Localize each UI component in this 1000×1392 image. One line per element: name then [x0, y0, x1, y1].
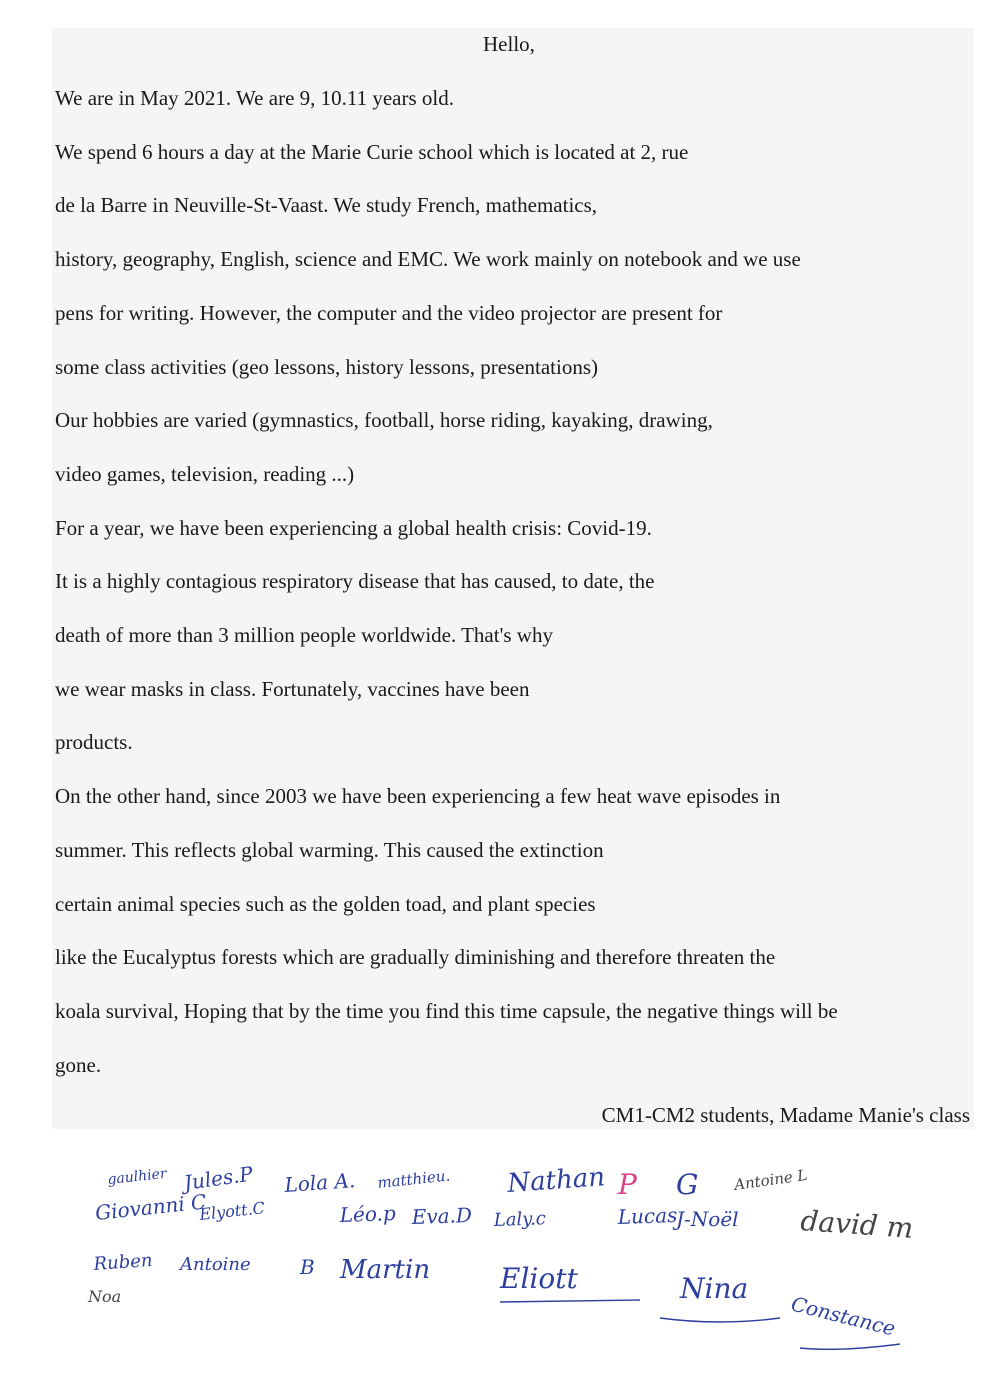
handwritten-name: Eva.D [411, 1202, 473, 1229]
handwritten-name: Lucas [617, 1202, 678, 1229]
handwritten-name: david m [799, 1204, 915, 1245]
letter-line: we wear masks in class. Fortunately, vaccines have been [55, 676, 530, 701]
handwritten-signatures [0, 1140, 1000, 1380]
handwritten-name: Laly.c [493, 1208, 547, 1231]
letter-line: It is a highly contagious respiratory disease that has caused, to date, the [55, 569, 655, 594]
handwritten-name: matthieu. [376, 1166, 452, 1192]
signature-underline [800, 1344, 900, 1349]
handwritten-name: Lola A. [283, 1168, 356, 1197]
letter-line: summer. This reflects global warming. This caused the extinction [55, 837, 604, 862]
letter-line: gone. [55, 1052, 102, 1077]
handwritten-name: Ruben [92, 1249, 154, 1275]
handwritten-name: Antoine [180, 1254, 251, 1275]
handwritten-name: Elyott.C [198, 1198, 266, 1224]
letter-line: pens for writing. However, the computer and the video projector are present for [55, 300, 723, 325]
letter-line: Our hobbies are varied (gymnastics, football, horse riding, kayaking, drawing, [55, 408, 713, 433]
letter-line: video games, television, reading ...) [55, 461, 355, 486]
handwritten-name: Martin [340, 1255, 431, 1285]
handwritten-name: Nina [680, 1272, 749, 1305]
letter-line: certain animal species such as the golden toad, and plant species [55, 891, 596, 916]
handwritten-name: Nathan [506, 1162, 606, 1199]
handwritten-name: Antoine L [733, 1165, 809, 1194]
letter-line: We spend 6 hours a day at the Marie Curie school which is located at 2, rue [55, 139, 689, 164]
handwritten-name: Eliott [500, 1262, 578, 1295]
letter-line: We are in May 2021. We are 9, 10.11 years old. [55, 86, 454, 110]
letter-signature: CM1-CM2 students, Madame Manie's class [601, 1103, 970, 1127]
handwritten-name: G [676, 1168, 699, 1201]
handwritten-name: Constance [788, 1291, 898, 1341]
letter-line: koala survival, Hoping that by the time you find this time capsule, the negative things will be [55, 998, 838, 1023]
letter-line: like the Eucalyptus forests which are gradually diminishing and therefore threaten the [55, 945, 776, 970]
handwritten-name: P [618, 1168, 637, 1201]
letter-line: On the other hand, since 2003 we have been experiencing a few heat wave episodes in [55, 784, 781, 809]
letter-line: history, geography, English, science and EMC. We work mainly on notebook and we use [55, 247, 801, 272]
handwritten-name: B [300, 1255, 315, 1279]
signature-underline [660, 1318, 780, 1322]
handwritten-name: Noa [88, 1287, 122, 1306]
letter-line: death of more than 3 million people worldwide. That's why [55, 623, 553, 647]
letter-greeting: Hello, [483, 32, 535, 56]
handwritten-name: Léo.p [339, 1201, 397, 1227]
letter-line: For a year, we have been experiencing a global health crisis: Covid-19. [55, 515, 652, 540]
letter-line: some class activities (geo lessons, history lessons, presentations) [55, 354, 598, 379]
handwritten-name: Jules.P [182, 1161, 255, 1195]
signature-underline [500, 1300, 640, 1302]
handwritten-name: Giovanni C [94, 1189, 208, 1225]
handwritten-name: gaulhier [106, 1165, 168, 1188]
letter-line: products. [55, 730, 133, 755]
letter-line: de la Barre in Neuville-St-Vaast. We study French, mathematics, [55, 193, 598, 218]
handwritten-name: J-Noël [676, 1207, 739, 1231]
